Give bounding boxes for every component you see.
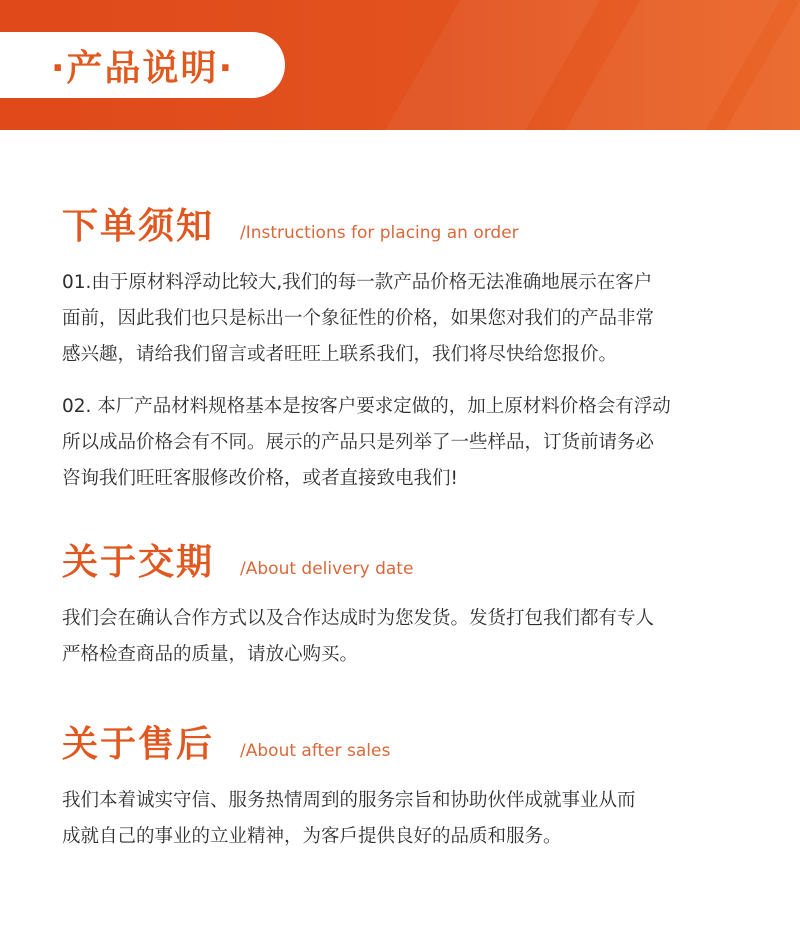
section-heading: 关于售后	[62, 724, 215, 765]
section-subheading: /About after sales	[240, 741, 391, 761]
paragraph: 02. 本厂产品材料规格基本是按客户要求定做的，加上原材料价格会有浮动 所以成品价格会有不同。展示的产品只是列举了一些样品，订货前请务必 咨询我们旺旺客服修改价格，或者直接致电我们!	[62, 396, 671, 489]
section-subheading: /About delivery date	[240, 559, 414, 579]
section-heading-row	[62, 198, 762, 249]
section-after-sales	[62, 716, 762, 855]
paragraph: 01.由于原材料浮动比较大,我们的每一款产品价格无法准确地展示在客户 面前，因此我们也只是标出一个象征性的价格，如果您对我们的产品非常 感兴趣，请给我们留言或者旺旺上联系我们，我们将尽快给您报价。	[62, 272, 655, 365]
section-heading: 关于交期	[62, 542, 215, 583]
section-delivery-date	[62, 534, 762, 673]
paragraph: 我们本着诚实守信、服务热情周到的服务宗旨和协助伙伴成就事业从而 成就自己的事业的立业精神，为客戶提供良好的品质和服务。	[62, 790, 636, 847]
section-order-instructions	[62, 198, 762, 497]
banner-title: ·产品说明·	[50, 47, 235, 89]
section-heading-row	[62, 716, 762, 767]
section-heading-row	[62, 534, 762, 585]
section-heading: 下单须知	[62, 206, 215, 247]
header-banner	[0, 0, 800, 130]
paragraph: 我们会在确认合作方式以及合作达成时为您发货。发货打包我们都有专人 严格检查商品的质量，请放心购买。	[62, 608, 655, 665]
banner-title-tab	[0, 32, 285, 98]
section-subheading: /Instructions for placing an order	[240, 223, 519, 243]
